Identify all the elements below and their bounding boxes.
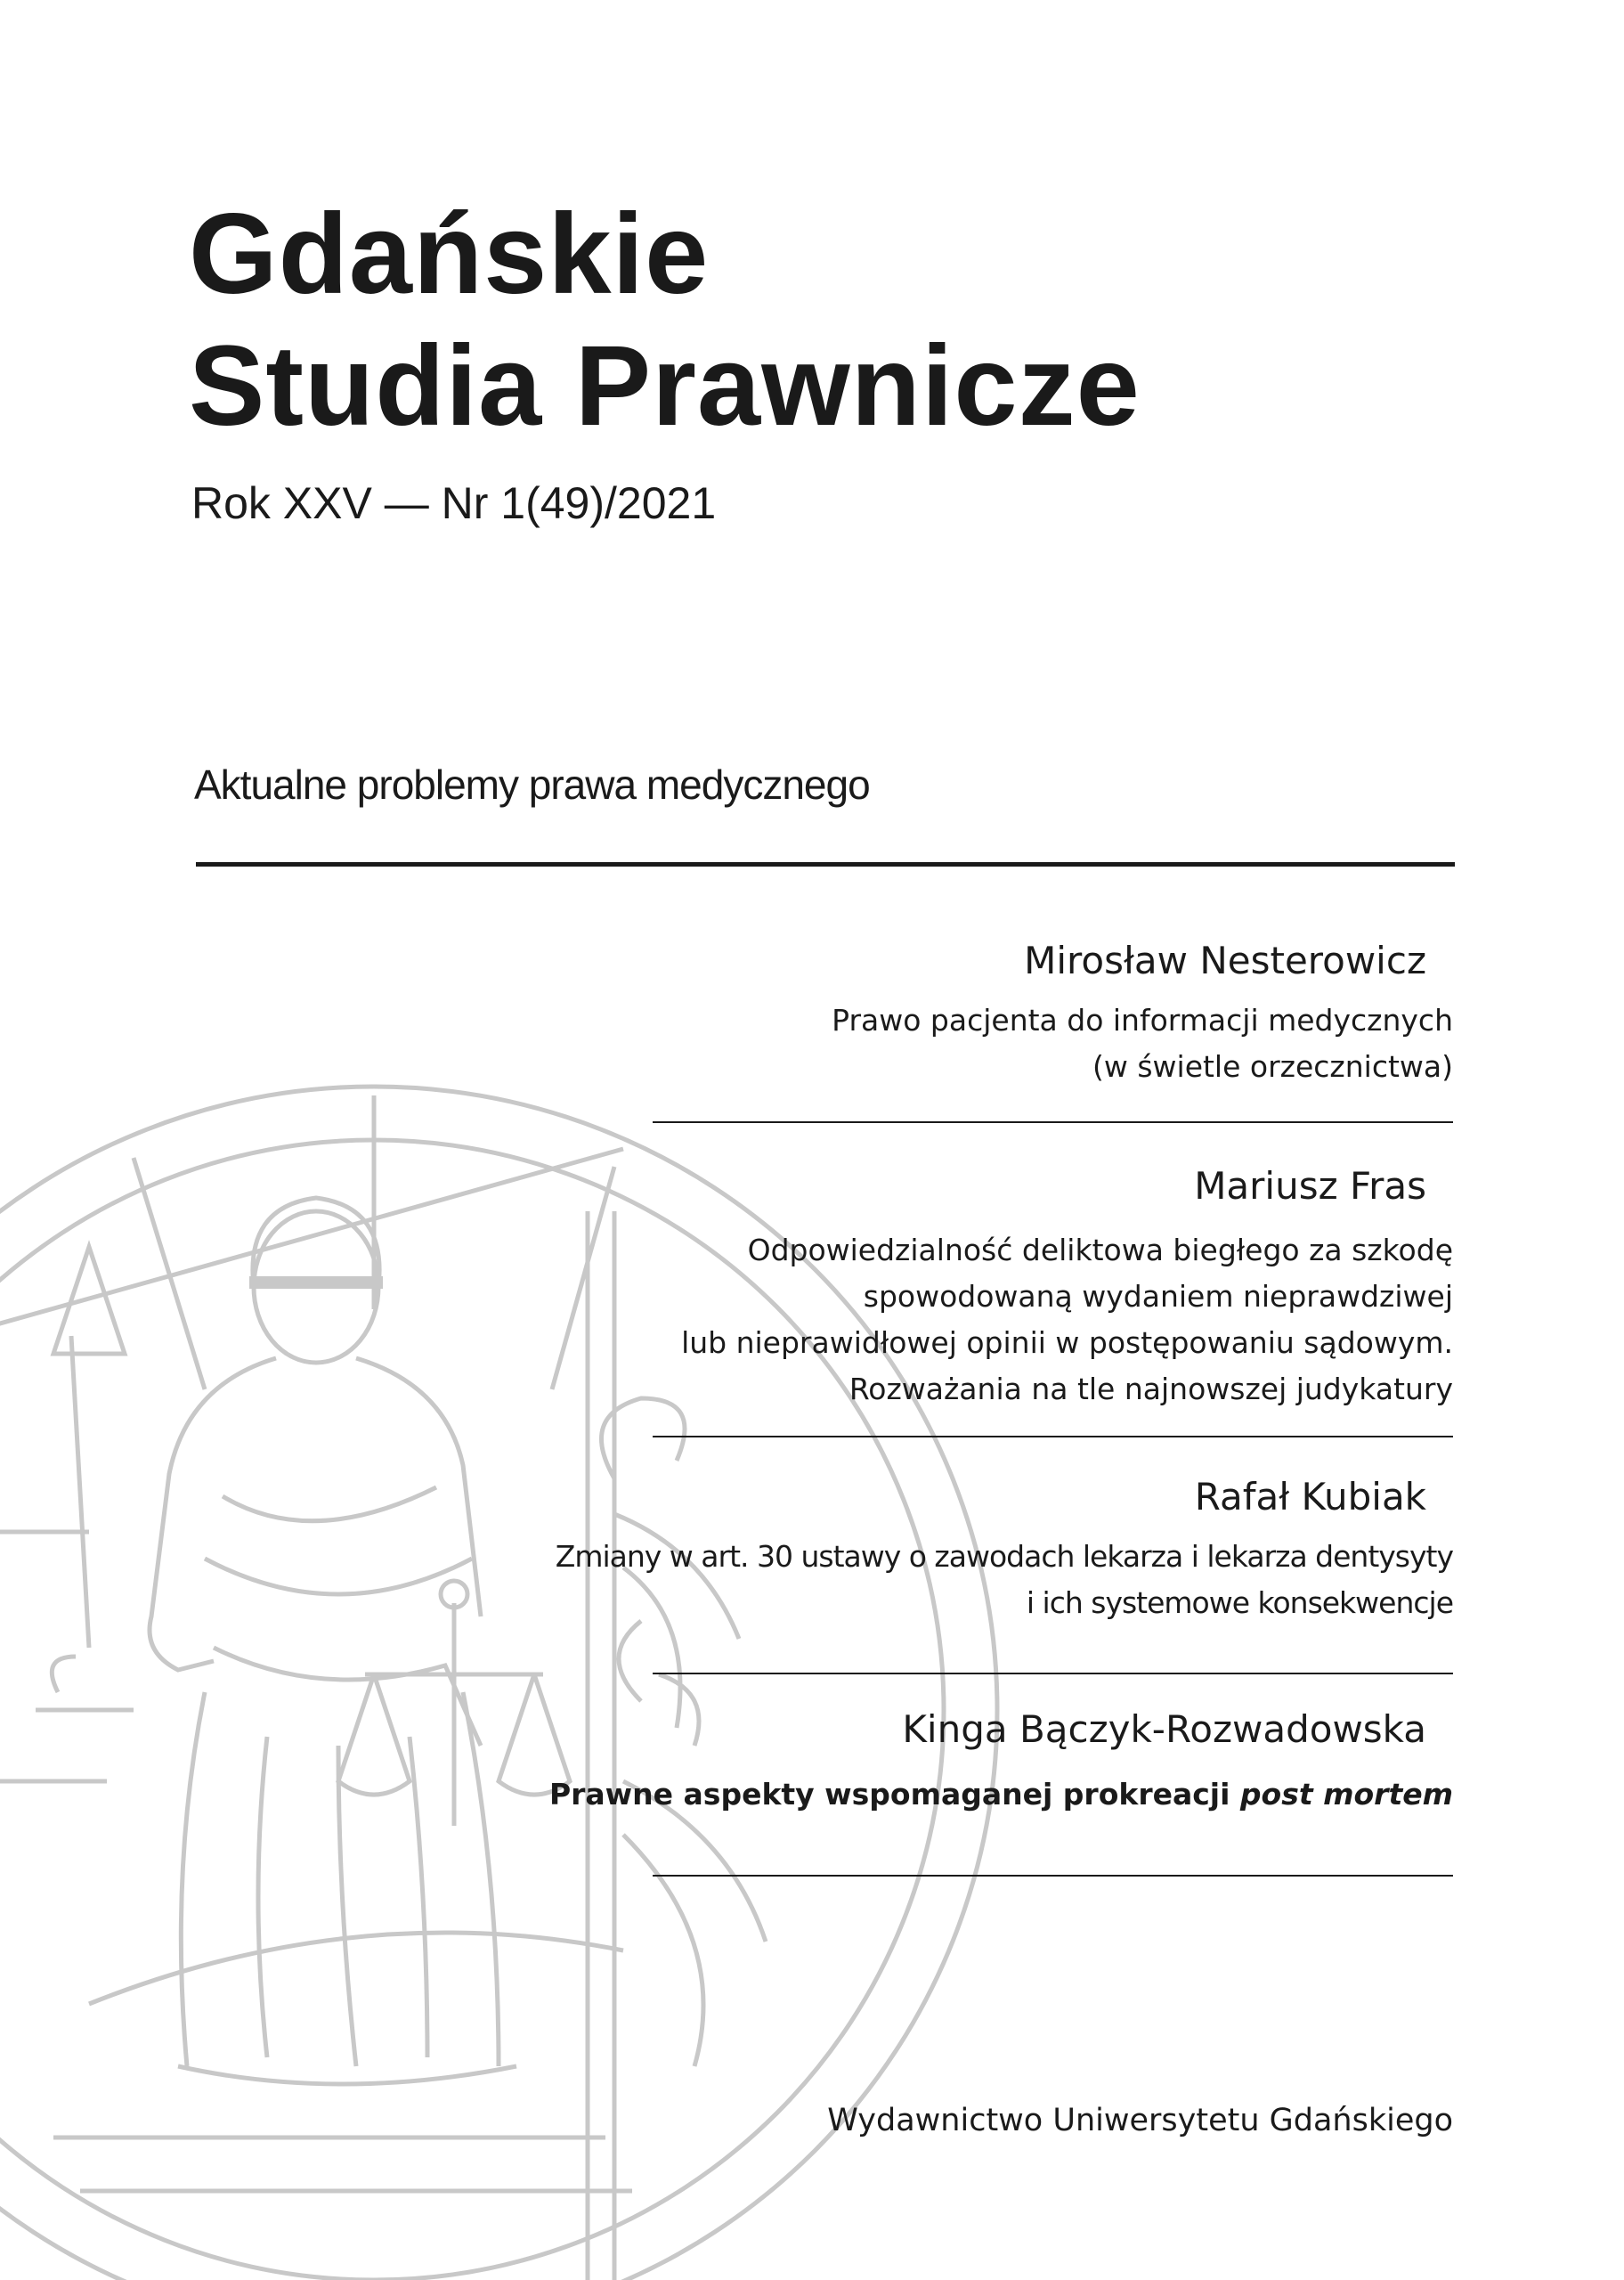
article-title-line: lub nieprawidłowej opinii w postępowaniu sądowym.: [681, 1325, 1453, 1360]
article-title-line: Rozważania na tle najnowszej judykatury: [849, 1372, 1453, 1406]
article-divider: [653, 1875, 1453, 1877]
article-divider: [653, 1673, 1453, 1674]
article-author: Mariusz Fras: [1194, 1164, 1426, 1208]
article-divider: [653, 1121, 1453, 1123]
article-title-line: Prawo pacjenta do informacji medycznych: [832, 1003, 1453, 1038]
article-title-line: i ich systemowe konsekwencje: [1026, 1585, 1453, 1620]
journal-title-line2: Studia Prawnicze: [189, 322, 1141, 450]
article-title-line: spowodowaną wydaniem nieprawdziwej: [863, 1279, 1453, 1314]
article-author: Kinga Bączyk-Rozwadowska: [902, 1707, 1426, 1751]
article-title: [556, 1534, 1453, 1626]
article-title-line: Zmiany w art. 30 ustawy o zawodach lekarza i lekarza dentysyty: [555, 1539, 1453, 1574]
theme-divider: [196, 862, 1455, 867]
article-title-italic: post mortem: [1239, 1777, 1453, 1812]
article-divider: [653, 1436, 1453, 1437]
article-author: Mirosław Nesterowicz: [1024, 939, 1426, 982]
article-title-main: Prawne aspekty wspomaganej prokreacji: [548, 1777, 1240, 1812]
article-author: Rafał Kubiak: [1194, 1475, 1426, 1519]
journal-title-line1: Gdańskie: [189, 191, 710, 318]
article-title-line: (w świetle orzecznictwa): [1092, 1049, 1453, 1084]
article-title: [832, 998, 1453, 1090]
issue-number: Rok XXV — Nr 1(49)/2021: [191, 478, 717, 528]
issue-theme: Aktualne problemy prawa medycznego: [194, 761, 870, 808]
article-title-line: Odpowiedzialność deliktowa biegłego za szkodę: [747, 1233, 1453, 1267]
article-title: [681, 1227, 1453, 1413]
article-title: [549, 1771, 1453, 1818]
publisher: Wydawnictwo Uniwersytetu Gdańskiego: [827, 2103, 1453, 2138]
